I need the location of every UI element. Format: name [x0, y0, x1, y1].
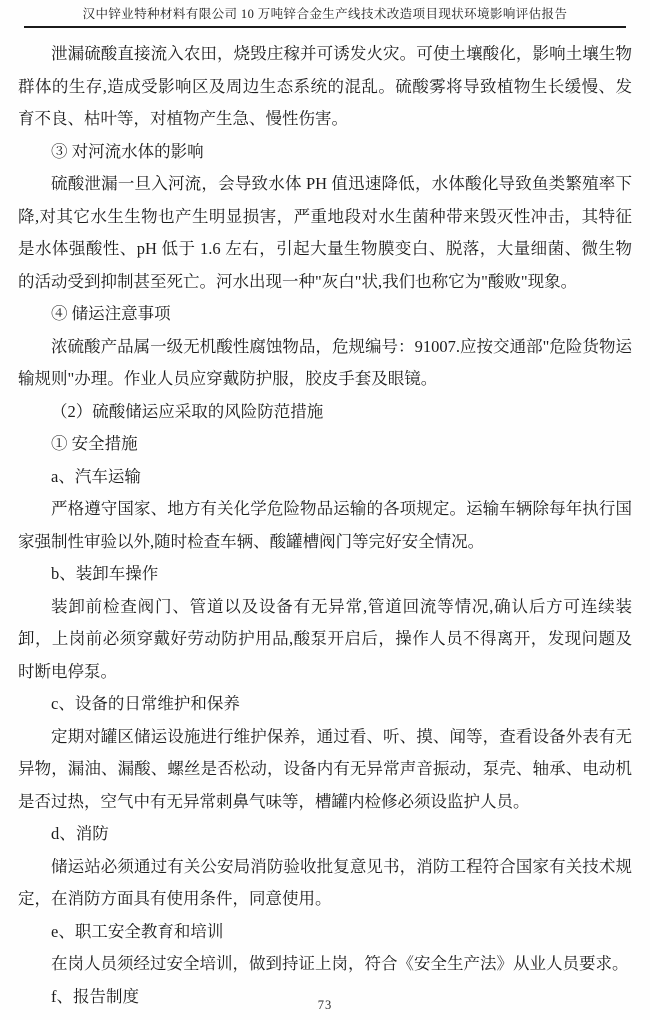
section-heading: f、报告制度	[51, 986, 139, 1006]
section-heading: ① 安全措施	[51, 434, 138, 453]
section-heading: ③ 对河流水体的影响	[51, 141, 204, 161]
paragraph: 泄漏硫酸直接流入农田，烧毁庄稼并可诱发火灾。可使土壤酸化，影响土壤生物群体的生存,造成受影响区及周边生态系统的混乱。硫酸雾将导致植物生长缓慢、发育不良、枯叶等，对植物产生急、慢性伤害。	[18, 44, 632, 128]
report-title: 汉中锌业特种材料有限公司 10 万吨锌合金生产线技术改造项目现状环境影响评估报告	[82, 7, 568, 21]
page-footer	[0, 996, 650, 1014]
paragraph: 装卸前检查阀门、管道以及设备有无异常,管道回流等情况,确认后方可连续装卸，上岗前必须穿戴好劳动防护用品,酸泵开启后，操作人员不得离开，发现问题及时断电停泵。	[18, 596, 632, 681]
page-number: 73	[317, 998, 333, 1012]
paragraph: 严格遵守国家、地方有关化学危险物品运输的各项规定。运输车辆除每年执行国家强制性审验以外,随时检查车辆、酸罐槽阀门等完好安全情况。	[18, 499, 632, 551]
paragraph: 硫酸泄漏一旦入河流，会导致水体 PH 值迅速降低，水体酸化导致鱼类繁殖率下降,对其它水生生物也产生明显损害，严重地段对水生菌种带来毁灭性冲击，其特征是水体强酸性、pH 低于 1.6 左右，引起大量生物膜变白、脱落，大量细菌、微生物的活动受到抑制甚至死亡。河水出现一种"灰白"状,我们也称它为"酸败"现象。	[18, 174, 632, 291]
paragraph: 储运站必须通过有关公安局消防验收批复意见书，消防工程符合国家有关技术规定，在消防方面具有使用条件，同意使用。	[18, 856, 632, 908]
section-heading: a、汽车运输	[51, 466, 141, 486]
paragraph: 定期对罐区储运设施进行维护保养，通过看、听、摸、闻等，查看设备外表有无异物，漏油、漏酸、螺丝是否松动，设备内有无异常声音振动，泵壳、轴承、电动机是否过热，空气中有无异常刺鼻气味等，槽罐内检修必须设监护人员。	[18, 726, 632, 811]
section-heading: e、职工安全教育和培训	[51, 921, 224, 941]
section-heading: c、设备的日常维护和保养	[51, 694, 240, 713]
paragraph: 浓硫酸产品属一级无机酸性腐蚀物品，危规编号：91007.应按交通部"危险货物运输规则"办理。作业人员应穿戴防护服，胶皮手套及眼镜。	[18, 336, 632, 388]
section-heading: （2）硫酸储运应采取的风险防范措施	[51, 401, 324, 421]
section-heading: b、装卸车操作	[51, 564, 159, 583]
section-heading: ④ 储运注意事项	[51, 304, 171, 323]
document-body	[18, 38, 632, 1013]
paragraph: 在岗人员须经过安全培训，做到持证上岗，符合《安全生产法》从业人员要求。	[51, 954, 629, 973]
section-heading: d、消防	[51, 824, 109, 843]
page-header	[24, 5, 626, 28]
